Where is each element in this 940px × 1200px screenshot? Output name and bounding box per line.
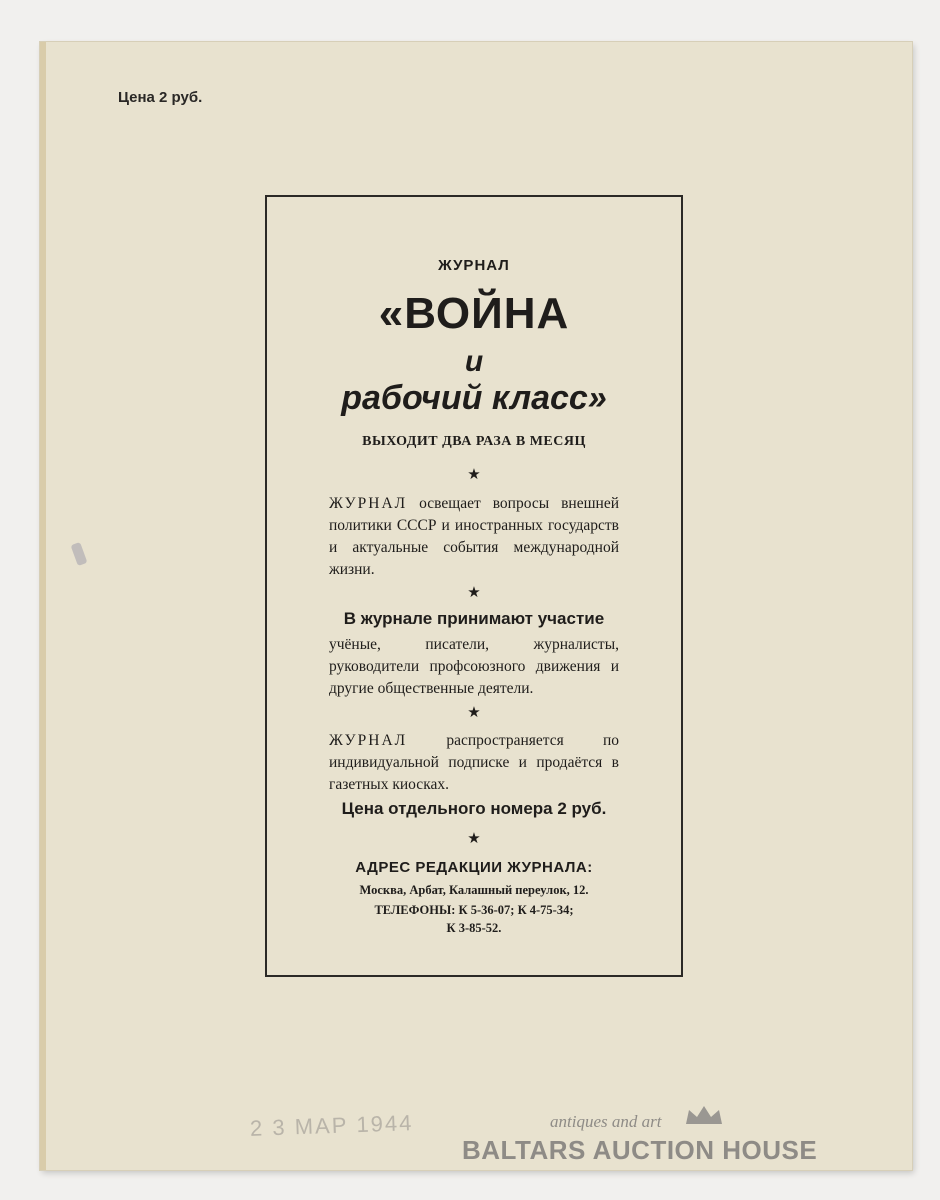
crown-icon bbox=[684, 1104, 724, 1126]
star-divider-4: ★ bbox=[467, 831, 481, 847]
star-divider-3: ★ bbox=[467, 705, 481, 721]
address-heading: АДРЕС РЕДАКЦИИ ЖУРНАЛА: bbox=[355, 859, 593, 876]
ad-paragraph-2: учёные, писатели, журналисты, руководители профсоюзного движения и другие общественные деятели. bbox=[329, 636, 619, 697]
sheet-spine-edge bbox=[40, 42, 46, 1170]
ad-title-line3: рабочий класс» bbox=[341, 379, 607, 417]
corner-price: Цена 2 руб. bbox=[118, 89, 203, 106]
ad-paragraph-3-text: распространяется по индивидуальной подписке и продаётся в газетных киосках. bbox=[329, 732, 619, 793]
address-line: Москва, Арбат, Калашный переулок, 12. bbox=[359, 883, 589, 897]
phones-line-2: К 3-85-52. bbox=[446, 921, 502, 935]
ad-paragraph-1 bbox=[329, 493, 619, 581]
ad-title-line1: «ВОЙНА bbox=[378, 289, 570, 338]
ad-frequency: ВЫХОДИТ ДВА РАЗА В МЕСЯЦ bbox=[362, 434, 586, 449]
watermark-tagline: antiques and art bbox=[550, 1112, 662, 1131]
ad-title-line2: и bbox=[464, 345, 484, 378]
date-stamp: 2 3 МАР 1944 bbox=[249, 1110, 414, 1141]
star-divider-1: ★ bbox=[467, 467, 481, 483]
journal-advertisement-box bbox=[265, 195, 683, 977]
ad-paragraph-3-lead: ЖУРНАЛ bbox=[329, 732, 408, 749]
star-divider-2: ★ bbox=[467, 585, 481, 601]
ad-paragraph-2-lead: В журнале принимают участие bbox=[343, 609, 605, 628]
single-issue-price: Цена отдельного номера 2 руб. bbox=[341, 799, 607, 818]
watermark-name: BALTARS AUCTION HOUSE bbox=[462, 1135, 818, 1165]
ad-paragraph-1-text: освещает вопросы внешней политики СССР и иностранных государств и актуальные события международной жизни. bbox=[329, 495, 619, 578]
ad-paragraph-3 bbox=[329, 730, 619, 796]
phones-line-1: ТЕЛЕФОНЫ: К 5-36-07; К 4-75-34; bbox=[374, 903, 574, 917]
ad-kicker: ЖУРНАЛ bbox=[438, 257, 510, 274]
ad-paragraph-1-lead: ЖУРНАЛ bbox=[329, 495, 408, 512]
